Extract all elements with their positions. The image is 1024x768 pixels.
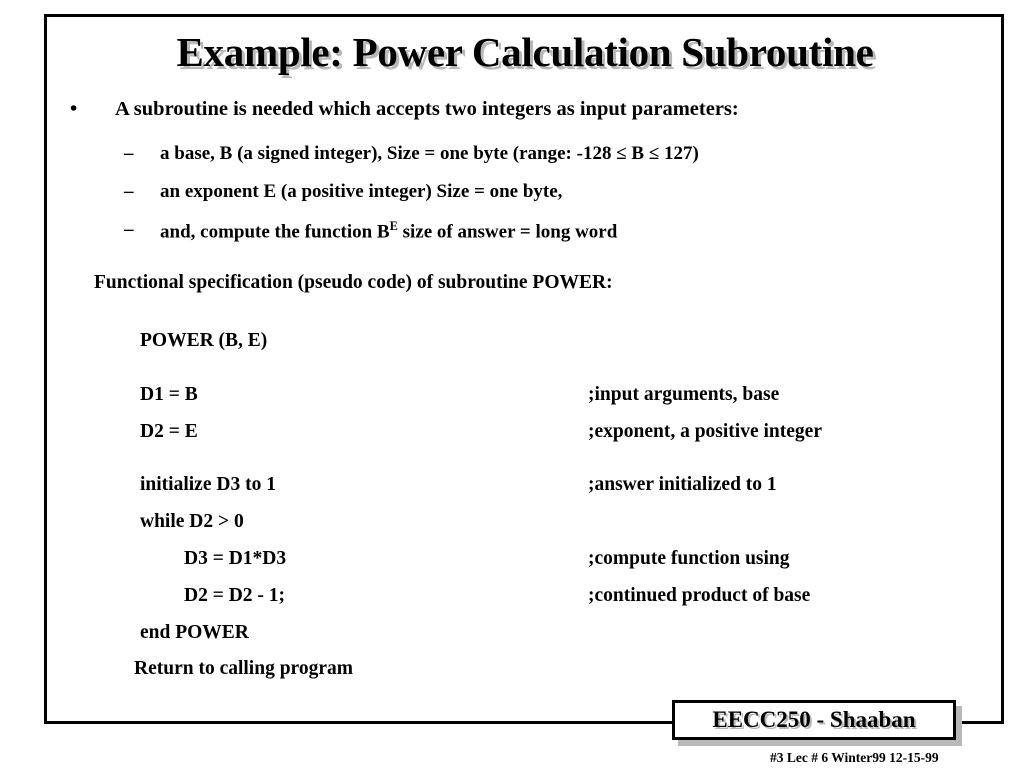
sub-bullet-function-prefix: and, compute the function B [160, 221, 390, 243]
sub-bullet-base-text: a base, B (a signed integer), Size = one byte (range: -128 ≤ B ≤ 127) [160, 143, 699, 164]
dash-marker-icon: – [124, 219, 134, 240]
code-line-comment: ;answer initialized to 1 [588, 474, 777, 495]
course-badge-label: EECC250 - Shaaban [712, 707, 916, 732]
code-line-left: D2 = E [140, 421, 198, 442]
code-line-left: while D2 > 0 [140, 511, 244, 532]
code-line-left: D3 = D1*D3 [184, 548, 287, 569]
exponent-superscript: E [389, 219, 398, 233]
code-line-comment: ;input arguments, base [588, 384, 780, 405]
code-line-left: initialize D3 to 1 [140, 474, 276, 495]
bullet-primary-text: A subroutine is needed which accepts two integers as input parameters: [115, 98, 739, 120]
course-badge [672, 700, 956, 740]
code-line-comment: ;continued product of base [588, 585, 811, 606]
functional-spec-line: Functional specification (pseudo code) of subroutine POWER: [94, 272, 613, 293]
code-line-left: end POWER [140, 622, 249, 643]
code-line-left: D2 = D2 - 1; [184, 585, 286, 606]
code-line-comment: ;exponent, a positive integer [588, 421, 822, 442]
slide-footer-note: #3 Lec # 6 Winter99 12-15-99 [770, 750, 939, 765]
dash-marker-icon: – [124, 181, 134, 202]
sub-bullet-function-text [160, 219, 617, 243]
dash-marker-icon: – [124, 143, 134, 164]
sub-bullet-exponent-text: an exponent E (a positive integer) Size = one byte, [160, 181, 563, 202]
code-line-left: Return to calling program [134, 658, 353, 679]
code-header: POWER (B, E) [140, 330, 268, 351]
sub-bullet-function-suffix: size of answer = long word [397, 221, 618, 243]
bullet-marker-icon: • [70, 98, 78, 120]
page-title: Example: Power Calculation Subroutine [176, 29, 874, 75]
code-line-left: D1 = B [140, 384, 198, 405]
code-line-comment: ;compute function using [588, 548, 790, 569]
